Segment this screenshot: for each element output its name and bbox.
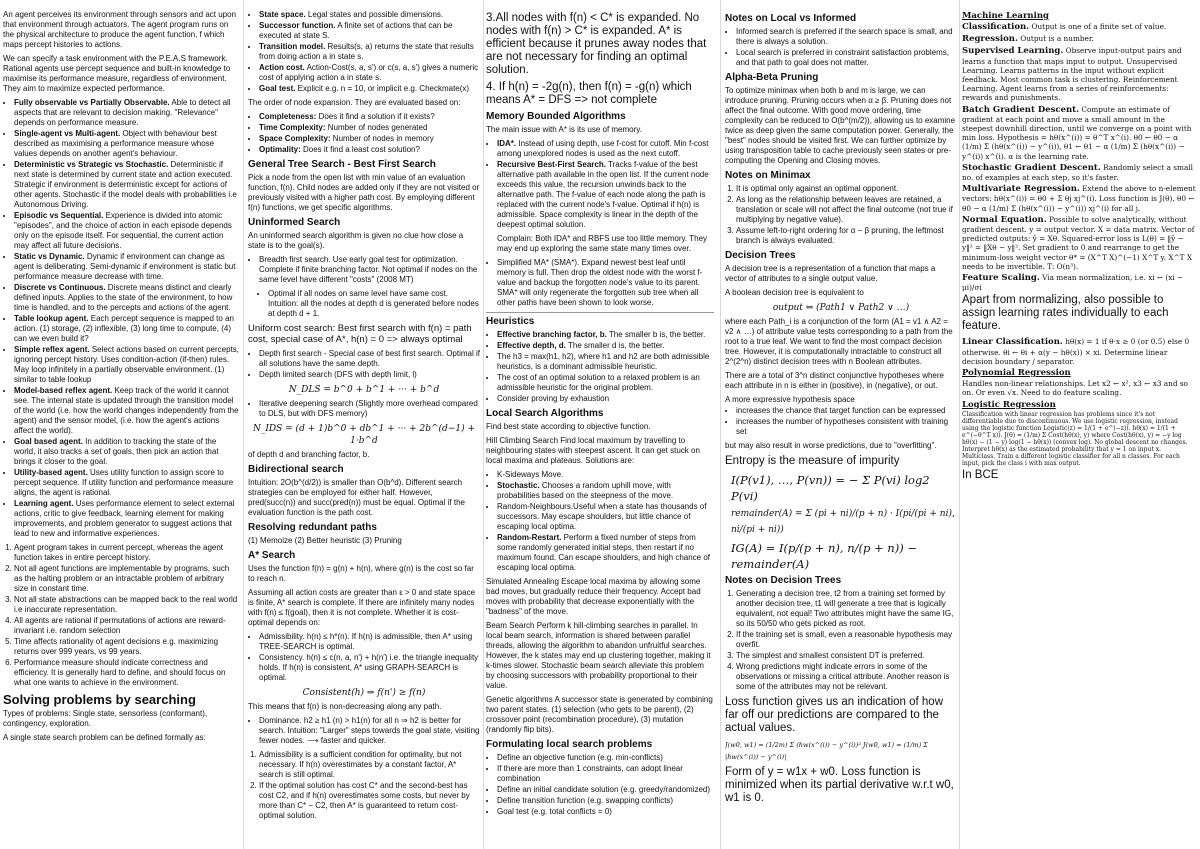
intro-paragraph: An agent perceives its environment through sensors and act upon that environment through actuators. The agent program runs on the physical architecture to produce the agent function, f which maps percept histories to actions. [3, 10, 237, 49]
list-item: • Episodic vs Sequential. Experience is divided into atomic "episodes", and the choice of action in each episode depends only on the episode itself. For sequential, the current action may affect all future decisions. [14, 211, 239, 251]
non-decreasing-text: This means that f(n) is non-decreasing along any path. [248, 702, 442, 711]
sma-item: • Simplified MA* (SMA*). Expand newest best leaf until memory is full. Then drop the oldest node with the worst f-value and backup the forgotten node's value to its parent. SMA* will only regenerate the forgotten sub tree when all other paths have been shown to look worse. [497, 258, 714, 308]
list-item: 3. Assume left-to-right ordering for α − β pruning, the leftmost branch is always evaluated. [736, 226, 957, 246]
formula-remainder: remainder(A) = Σ (pi + ni)/(p + n) · I(pi/(pi + ni), ni/(pi + ni)) [731, 509, 955, 535]
ml-entry: Stochastic Gradient Descent. Randomly select a small no. of examples at each step, so it's faster. [962, 162, 1193, 183]
ids-item: • Iterative deepening search (Slightly more overhead compared to DLS, but with DFS memory) [259, 399, 480, 419]
list-item: • Space Complexity: Number of nodes in memory [259, 134, 480, 144]
heading-bidirectional: Bidirectional search [248, 464, 344, 475]
list-item: • Goal test (e.g. total conflicts = 0) [497, 807, 714, 817]
memory-text: The main issue with A* is its use of memory. [486, 125, 642, 134]
heading-decision-trees: Decision Trees [725, 250, 796, 261]
local-text-2: Hill Climbing Search Find local maximum by travelling to neighbouring states with steepest ascent. It can get stuck on local maxima and plateaus. Solutions are: [486, 436, 700, 465]
list-item: • Random-Restart. Perform a fixed number of steps from some randomly generated initial steps, then restart if no maximum found. Can escape shoulders, and high chance of escaping local optima. [497, 533, 714, 573]
heading-minimax: Notes on Minimax [725, 170, 811, 181]
hypothesis-list [725, 406, 957, 437]
heading-uninformed-search: Uninformed Search [248, 217, 341, 228]
list-item: • Recursive Best-First Search. Tracks f-value of the best alternative path available in the open list. If the current node exceeds this value, the recursion unwinds back to the alternative path. The f-value of each node along the path is replaced with the current node's f-value. Optimal if h(n) is admissible. Space complexity is linear in the depth of the deepest optimal solution. [497, 160, 714, 230]
list-item: 5. Time affects rationality of agent decisions e.g. maximizing returns over 999 years, vs 99 years. [14, 637, 239, 657]
list-item: • Random-Neighbours.Useful when a state has thousands of successors. May escape shoulders, but little chance of escaping local optima. [497, 502, 714, 532]
column-1 [3, 10, 239, 844]
polynomial-text: Handles non-linear relationships. Let x2 ← x², x3 ← x3 and so on. Or even √x. Need to do feature scaling. [962, 379, 1188, 398]
handwritten-note-3: 3.All nodes with f(n) < C* is expanded. No nodes with f(n) > C* is expanded. A* is efficient because it prunes away nodes that are not necessary for finding an optimal solution. [486, 12, 707, 76]
list-item: 2. As long as the relationship between leaves are retained, a translation or scale will not affect the final outcome (not true if multiplying by negative value). [736, 195, 957, 225]
list-item: • Single-agent vs Multi-agent. Object with behaviour best described as maximising a performance measure whose values depends on another agent's behaviour. [14, 129, 239, 159]
decision-tree-text-5: A more expressive hypothesis space [725, 395, 855, 404]
dls-item: • Depth limited search (DFS with depth limit, l) [259, 370, 480, 380]
list-item: 4. All agents are rational if permutations of actions are reward-invariant i.e. random selection [14, 616, 239, 636]
list-item: 1. Agent program takes in current percept, whereas the agent function takes in entire percept history. [14, 543, 239, 563]
list-item: • The cost of an optimal solution to a relaxed problem is an admissible heuristic for the original problem. [497, 373, 714, 393]
minimization-note: Form of y = w1x + w0. Loss function is minimized when its partial derivative w.r.t w0, w1 is 0. [725, 766, 954, 804]
logistic-text: Classification with linear regression has problems since it's not differentiable due to discontinuous. We use logistic regression, instead using the logistic function Logistic(z) = 1/(1 + e^(−z)). hθ(x) = 1/(1 + e^(−θ^T x)). J(θ) = (1/m) Σ Cost(hθ(x), y) where Cost(hθ(x), y) = −y log hθ(x) − (1 − y) log(1 − hθ(x)) (convex log). No global descent no changes. Interpret hθ(x) as the estimated probability that y = 1 on input x. Multiclass. Train a different logistic classifier for all n classes. For each input, pick the class i with max output. [962, 410, 1188, 467]
bidirectional-text: Intuition: 2O(b^(d/2)) is smaller than O(b^d). Different search strategies can be employed for either half. However, pred(succ(n)) and succ(pred(n)) must be equal. Optimal if the evaluation function is the path cost. [248, 478, 465, 517]
ucs-text: Uniform cost search: Best first search with f(n) = path cost, special case of A*, h(n) = 0 => always optimal [248, 323, 472, 345]
normalization-note: Apart from normalizing, also possible to assign learning rates individually to each feature. [962, 294, 1169, 333]
decision-tree-text-2: A boolean decision tree is equivalent to [725, 288, 864, 297]
sma-list [486, 258, 714, 308]
list-item: • Fully observable vs Partially Observable. Able to detect all aspects that are relevant to decision making. "Relevance" depends on performance measure. [14, 98, 239, 128]
list-item: • Deterministic vs Strategic vs Stochastic. Deterministic if next state is determined by current state and action executed. Strategic if environment is deterministic except for actions of other agents. Stochastic if the model deals with probabilities i.e Autonomous Driving. [14, 160, 239, 210]
list-item: 3. Not all state abstractions can be mapped back to the real world i.e inaccurate representation. [14, 595, 239, 615]
list-item: • The h3 = max(h1, h2), where h1 and h2 are both admissible heuristics, is a dominant admissible heuristic. [497, 352, 714, 372]
ids-list [248, 399, 480, 419]
ml-entry: Linear Classification. hθ(x) = 1 if θ·x ≥ 0 (or 0.5) else 0 otherwise. θi ← θi + α(y − hθ(x)) × xi. Determine linear decision boundary / separator. [962, 337, 1190, 366]
heading-redundant-paths: Resolving redundant paths [248, 522, 377, 533]
list-item: • IDA*. Instead of using depth, use f-cost for cutoff. Min f-cost among unexplored nodes is used as the next cutoff. [497, 139, 714, 159]
list-item: • Simple reflex agent. Select actions based on current percepts, ignoring percept history. Uses condition-action (if-then) rules. May loop infinitely in a partially observable environment. (1) similar to table lookup [14, 345, 239, 385]
divider [486, 312, 714, 313]
column-3 [486, 10, 714, 844]
heading-solving-problems: Solving problems by searching [3, 692, 196, 707]
ml-entry: Multivariate Regression. Extend the above to n-element vectors: hθ(x^(i)) = θ0 + Σ θj xj^(i). Loss function is J(θ), θ0 ← θ0 − α (1/m) Σ (hθ(x^(i)) − y^(i)) xj^(i) for all j. [962, 184, 1196, 213]
list-item: • Model-based reflex agent. Keep track of the world it cannot see. The internal state is updated through the transition model of the world (i.e. how the world changes independently from the agent) and the sensor model, (i.e. how the agent's actions affect the world). [14, 386, 239, 436]
astar-text-1: Uses the function f(n) = g(n) + h(n), where g(n) is the cost so far to reach n. [248, 564, 474, 583]
decision-tree-notes-list [725, 589, 957, 692]
list-item: 1. Admissibility is a sufficient condition for optimality, but not necessary. If h(n) overestimates by a constant factor, A* search is still optimal. [259, 750, 480, 780]
heading-general-tree-search: General Tree Search - Best First Search [248, 159, 436, 170]
list-item: • State space. Legal states and possible dimensions. [259, 10, 480, 20]
heading-memory-bounded: Memory Bounded Algorithms [486, 111, 626, 122]
list-item: • Define an initial candidate solution (e.g. greedy/randomized) [497, 785, 714, 795]
loss-function-note: Loss function gives us an indication of how far off our predictions are compared to the actual values. [725, 696, 943, 734]
astar-properties [248, 632, 480, 683]
general-tree-search-text: Pick a node from the open list with min value of an evaluation function, f(n). Child nodes are added only if they are not visited or previously visited with a higher path cost. By employing different f(n) functions, we get specific algorithms. [248, 173, 480, 212]
list-item: 4. Wrong predictions might indicate errors in some of the observations or missing a critical attribute. Another reason is some of the attributes may not be relevant. [736, 662, 957, 692]
heading-local-vs-informed: Notes on Local vs Informed [725, 13, 857, 24]
handwritten-note-4: 4. If h(n) = -2g(n), then f(n) = -g(n) which means A* = DFS => not complete [486, 81, 692, 106]
astar-notes-list [248, 750, 480, 821]
single-state-problem: A single state search problem can be defined formally as: [3, 733, 206, 742]
memory-list [486, 139, 714, 230]
redundant-text: (1) Memoize (2) Better heuristic (3) Pruning [248, 536, 402, 545]
list-item: 2. Not all agent functions are implementable by programs, such as the halting problem or an intractable problem of arbitrary size in constant time. [14, 564, 239, 594]
formula-information-gain: IG(A) = I(p/(p + n), n/(p + n)) − remainder(A) [731, 541, 917, 571]
formulating-list [486, 753, 714, 817]
list-item: • Effective depth, d. The smaller d is, the better. [497, 341, 714, 351]
list-item: • Completeness: Does it find a solution if it exists? [259, 112, 480, 122]
list-item: • Static vs Dynamic. Dynamic if environment can change as agent is deliberating. Semi-dynamic if environment is static but performance measure decrease with time. [14, 252, 239, 282]
admissibility-item: • Admissibility. h(n) ≤ h*(n). If h(n) is admissible, then A* using TREE-SEARCH is optimal. [259, 632, 480, 652]
heading-polynomial-regression: Polynomial Regression [962, 368, 1071, 379]
decision-tree-text-1: A decision tree is a representation of a function that maps a vector of attributes to a single output value. [725, 264, 936, 283]
formula-entropy: I(P(v1), …, P(vn)) = − Σ P(vi) log2 P(vi) [731, 473, 930, 503]
consistency-item: • Consistency. h(n) ≤ c(n, a, n') + h(n') i.e. the triangle inequality holds. If h(n) is consistent, A* using GRAPH-SEARCH is optimal. [259, 653, 480, 683]
bfs-item: • Breadth first search. Use early goal test for optimization. Complete if finite branching factor. Not optimal if nodes on the same level have different "costs" (2008 MT) [259, 255, 480, 285]
list-item: • Learning agent. Uses performance element to select external actions, critic to give feedback, learning element for making improvements, and problem generator to suggest actions that lead to new and informative experiences. [14, 499, 239, 539]
heading-notes-decision-trees: Notes on Decision Trees [725, 575, 842, 586]
decision-tree-text-4: There are a total of 3^n distinct conjunctive hypotheses where each attribute in n is either in (positive), in (negative), or out. [725, 371, 944, 390]
list-item: 1. Generating a decision tree, t2 from a training set formed by another decision tree, t1 will generate a tree that is logically equivalent, not equal! Two attributes might have the same IG, so its 50/50 who gets picked as root. [736, 589, 957, 629]
list-item: 2. If the training set is small, even a reasonable hypothesis may overfit. [736, 630, 957, 650]
ml-entry: Normal Equation. Possible to solve analytically, without gradient descent. y = output vector. X = data matrix. Vector of predicted outputs: ŷ = Xθ. Squared-error loss is L(θ) = ‖ŷ − y‖² = ‖Xθ − y‖². Set gradient to 0 and rearrange to get the minimum-loss weight vector θ* = (X^T X)^(−1) X^T y. X^T X needs to be invertible. T: O(n³). [962, 214, 1195, 271]
heading-logistic-regression: Logistic Regression [962, 399, 1056, 410]
formula-boolean-dt: output ⇔ (Path1 ∨ Path2 ∨ …) [772, 303, 910, 313]
list-item: • Transition model. Results(s, a) returns the state that results from doing action a in state s. [259, 42, 480, 62]
bce-note: In BCE [962, 468, 999, 481]
list-item: • Local search is preferred in constraint satisfaction problems, and that path to goal does not matter. [736, 48, 957, 68]
agent-notes-list [3, 543, 239, 688]
local-text-1: Find best state according to objective function. [486, 422, 651, 431]
list-item: • If there are more than 1 constraints, can adopt linear combination [497, 764, 714, 784]
heading-local-search: Local Search Algorithms [486, 408, 604, 419]
decision-tree-text-3: where each Path_i is a conjunction of the form (A1 = v1 ∧ A2 = v2 ∧ …) of attribute value tests corresponding to a path from the root to a true leaf. We want to find the most compact decision tree. However, it is computationally intractable to construct all 2^(2^n) distinct decision trees with n Boolean attributes. [725, 317, 953, 366]
formula-ids: N_IDS = (d + 1)b^0 + db^1 + ··· + 2b^(d−1) + 1·b^d [252, 424, 476, 446]
list-item: 6. Performance measure should indicate correctness and efficiency. It is generally hard to define, and should focus on what one wants to achieve in the environment. [14, 658, 239, 688]
formula-loss: J(w0, w1) = (1/2m) Σ (hw(x^(i)) − y^(i))² J(w0, w1) = (1/m) Σ |hw(x^(i)) − y^(i)| [725, 741, 928, 761]
list-item: • increases the number of hypotheses consistent with training set [736, 417, 957, 437]
list-item: • K-Sideways Move. [497, 470, 714, 480]
alpha-beta-text: To optimize minimax when both b and m is large, we can introduce pruning. Pruning occurs when α ≥ β. Pruning does not affect the final outcome. With good move ordering, time complexity can be reduced to O(b^(m/2)), allowing us to examine twice as deep given the same computation power. Generally, the "best" nodes should be visited first. We can further optimize by using transposition table to cache previously seen states or pre-computing the Opening and Closing moves. [725, 86, 956, 165]
heading-machine-learning: Machine Learning [962, 11, 1049, 21]
linear-classification-entry [962, 337, 1196, 366]
list-item: • Goal based agent. In addition to tracking the state of the world, it also tracks a set of goals, then pick an action that brings it closer to the goal. [14, 437, 239, 467]
beam-search: Beam Search Perform k hill-climbing searches in parallel. In local beam search, information is shared between parallel threads, allowing the algorithm to abandon unfruitful searches. However, the k states may end up clustering together, making it k-times slower. Stochastic beam search alleviate this problem by choosing successors with probability proportional to their value. [486, 621, 711, 690]
evaluation-list [248, 112, 480, 155]
list-item: 3. The simplest and smallest consistent DT is preferred. [736, 651, 957, 661]
heading-formulating: Formulating local search problems [486, 739, 653, 750]
list-item: • Define an objective function (e.g. min-conflicts) [497, 753, 714, 763]
problem-definition-list [248, 10, 480, 94]
peas-paragraph: We can specify a task environment with the P.E.A.S framework. Rational agents use percept sequence and built-in knowledge to maximise its performance measure, regardless of environment. They aim to maximize expected performance. [3, 54, 231, 93]
list-item: 2. If the optimal solution has cost C* and the second-best has cost C2, and if h(n) overestimates some costs, but never by more than C* − C2, then A* is guaranteed to return cost-optimal solution. [259, 781, 480, 821]
node-expansion-text: The order of node expansion. They are evaluated based on: [248, 98, 461, 107]
ids-note: of depth d and branching factor, b. [248, 450, 370, 459]
bfs-sub-item: • Optimal if all nodes on same level have same cost. Intuition: all the nodes at depth d is generated before nodes at depth d + 1. [268, 289, 480, 319]
heuristics-list [486, 330, 714, 404]
entropy-note: Entropy is the measure of impurity [725, 455, 900, 467]
list-item: • Table lookup agent. Each percept sequence is mapped to an action. (1) storage, (2) inflexible, (3) long time to compute, (4) can we even build it? [14, 314, 239, 344]
column-2 [248, 10, 480, 844]
astar-text-2: Assuming all action costs are greater than ε > 0 and state space is finite, A* search is complete. If there are infinitely many nodes with f(n) ≤ f(goal), then it is not complete. Whether it is cost-optimal depends on: [248, 588, 476, 627]
uninformed-text: An uninformed search algorithm is given no clue how close a state is to the goal(s). [248, 231, 464, 250]
ml-entry: Classification. Output is one of a finite set of value. [962, 22, 1167, 32]
list-item: • Time Complexity: Number of nodes generated [259, 123, 480, 133]
bfs-list [248, 255, 480, 285]
list-item: 1. It is optimal only against an optimal opponent. [736, 184, 957, 194]
list-item: • Goal test. Explicit e.g. n = 10, or implicit e.g. Checkmate(x) [259, 84, 480, 94]
machine-learning-entries [962, 22, 1196, 292]
list-item: • increases the chance that target function can be expressed [736, 406, 957, 416]
bfs-sub-list [248, 289, 480, 319]
local-search-list [486, 470, 714, 573]
list-item: • Consider proving by exhaustion [497, 394, 714, 404]
formula-dls: N_DLS = b^0 + b^1 + ··· + b^d [288, 385, 440, 395]
list-item: • Discrete vs Continuous. Discrete means distinct and clearly defined inputs. Applies to the state of the environment, to how time is handled, and to the percepts and actions of the agent. [14, 283, 239, 313]
formula-consistent: Consistent(h) ⇒ f(n') ≥ f(n) [302, 688, 426, 698]
local-vs-informed-list [725, 27, 957, 68]
ml-entry: Supervised Learning. Observe input-output pairs and learns a function that maps input to output. Unsupervised Learning. Learns patterns in the input without explicit feedback. Most common task is clustering. Reinforcement Learning. Agent learns from a series of reinforcements: rewards and punishments. [962, 46, 1182, 103]
heading-astar: A* Search [248, 550, 296, 561]
list-item: • Optimality: Does it find a least cost solution? [259, 145, 480, 155]
complain-text: Complain: Both IDA* and RBFS use too little memory. They may end up exploring the same state many times over. [497, 234, 708, 253]
ml-entry: Regression. Output is a number. [962, 34, 1094, 45]
heading-heuristics: Heuristics [486, 316, 535, 327]
genetic-algorithms: Genetic algorithms A successor state is generated by combining two parent states. (1) selection (who gets to be parent), (2) crossover point (recombination procedure), (3) mutation (randomly flip bits). [486, 695, 713, 734]
dominance-item: • Dominance. h2 ≥ h1 (n) > h1(n) for all n ⇒ h2 is better for search. Intuition: "Larger" steps towards the goal state, visiting fewer nodes. ⟶ faster and quicker. [259, 716, 480, 746]
simulated-annealing: Simulated Annealing Escape local maxima by allowing some bad moves, but gradually reduce their frequency. Accept bad moves with probability that decrease exponentially with the "badness" of the move. [486, 577, 701, 616]
overfitting-text: but may also result in worse predictions, due to "overfitting". [725, 441, 937, 450]
list-item: • Stochastic. Chooses a random uphill move, with probabilities based on the steepness of the move. [497, 481, 714, 501]
list-item: • Successor function. A finite set of actions that can be executed at state S. [259, 21, 480, 41]
dfs-item: • Depth first search - Special case of best first search. Optimal if all solutions have the same depth. [259, 349, 480, 369]
list-item: • Action cost. Action-Cost(s, a, s') or c(s, a, s') gives a numeric cost of applying action a in state s. [259, 63, 480, 83]
ml-entry: Feature Scaling. Via mean normalization, i.e. xi ← (xi − μi)/σi [962, 273, 1184, 293]
list-item: • Informed search is preferred if the search space is small, and there is always a solution. [736, 27, 957, 47]
dominance-list [248, 716, 480, 746]
list-item: • Effective branching factor, b. The smaller b is, the better. [497, 330, 714, 340]
column-4 [725, 10, 957, 844]
list-item: • Utility-based agent. Uses utility function to assign score to percept sequence. If utility function and performance measure aligns, the agent is rational. [14, 468, 239, 498]
column-5 [962, 10, 1196, 844]
environment-list [3, 98, 239, 539]
ml-entry: Batch Gradient Descent. Compute an estimate of gradient at each point and move a small amount in the steepest downhill direction, until we converge on a point with min loss. Hypothesis = hθ(x^(i)) = θ^T x^(i). θ0 ← θ0 − α (1/m) Σ (hθ(x^(i)) − y^(i)), θ1 ← θ1 − α (1/m) Σ (hθ(x^(i)) − y^(i)) x^(i). α is the learning rate. [962, 104, 1192, 161]
types-of-problems: Types of problems: Single state, sensorless (conformant), contingency, exploration. [3, 709, 208, 728]
heading-alpha-beta: Alpha-Beta Pruning [725, 72, 819, 83]
minimax-list [725, 184, 957, 246]
list-item: • Define transition function (e.g. swapping conflicts) [497, 796, 714, 806]
dfs-list [248, 349, 480, 380]
